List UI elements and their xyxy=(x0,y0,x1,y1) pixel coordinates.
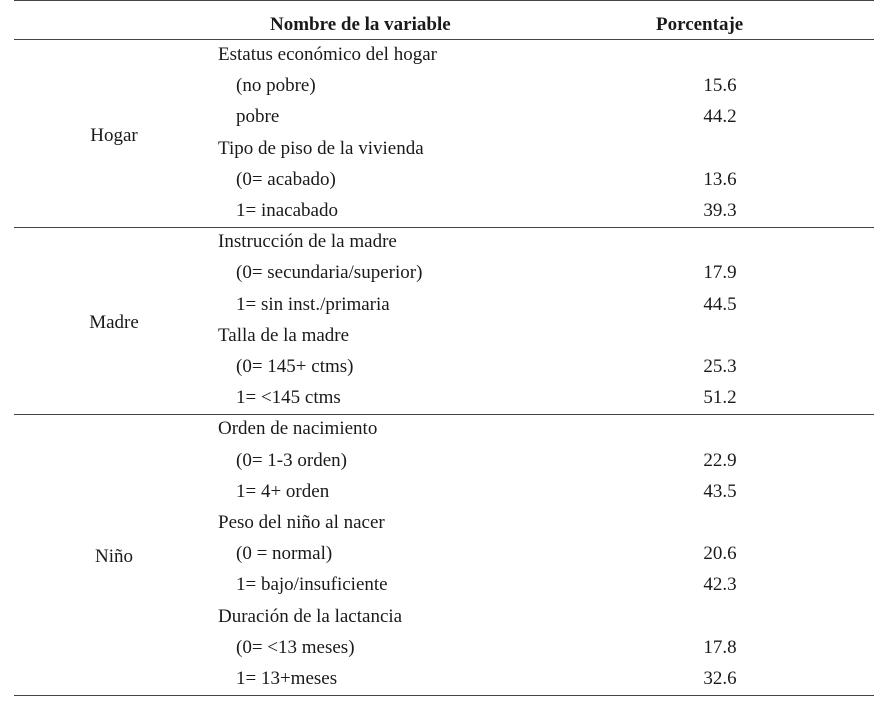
variable-level-percent: 51.2 xyxy=(703,387,737,409)
variable-level-percent: 43.5 xyxy=(703,480,737,502)
variable-level-percent: 17.8 xyxy=(703,636,737,658)
variable-name: Instrucción de la madre xyxy=(218,231,397,253)
variable-level-label: 1= sin inst./primaria xyxy=(236,293,390,315)
variable-name: Peso del niño al nacer xyxy=(218,512,385,533)
variable-name: Estatus económico del hogar xyxy=(218,44,437,65)
variable-level-label: (0 = normal) xyxy=(236,543,333,565)
variable-level-percent: 15.6 xyxy=(703,75,737,97)
variable-name: Tipo de piso de la vivienda xyxy=(218,137,424,159)
variable-level-percent: 25.3 xyxy=(703,356,737,377)
variable-level-label: (no pobre) xyxy=(236,75,316,97)
group-separator-rule xyxy=(14,227,874,228)
variable-level-label: 1= 4+ orden xyxy=(236,480,330,502)
variable-level-percent: 32.6 xyxy=(703,668,737,689)
variable-level-label: 1= 13+meses xyxy=(236,668,338,689)
variable-level-label: (0= secundaria/superior) xyxy=(236,262,423,284)
variable-level-percent: 13.6 xyxy=(703,168,737,190)
header-rule xyxy=(14,39,874,40)
variables-table xyxy=(14,0,874,704)
variable-name: Orden de nacimiento xyxy=(218,418,378,440)
table-top-rule xyxy=(14,0,874,1)
variable-level-percent: 20.6 xyxy=(703,543,737,565)
group-separator-rule xyxy=(14,414,874,415)
group-category-label: Niño xyxy=(95,546,133,568)
variable-level-label: 1= bajo/insuficiente xyxy=(236,574,388,596)
variable-level-label: (0= 1-3 orden) xyxy=(236,449,347,471)
variable-level-label: (0= acabado) xyxy=(236,168,336,190)
variable-level-label: pobre xyxy=(236,106,280,128)
variable-level-percent: 17.9 xyxy=(703,262,737,284)
variable-name: Talla de la madre xyxy=(218,324,350,346)
variable-level-percent: 22.9 xyxy=(703,449,737,471)
variable-level-percent: 44.2 xyxy=(703,106,737,128)
header-variable-name: Nombre de la variable xyxy=(270,14,451,35)
table-bottom-rule xyxy=(14,695,874,696)
variable-level-label: (0= 145+ ctms) xyxy=(236,356,354,377)
variable-level-percent: 39.3 xyxy=(703,200,737,221)
variable-level-percent: 44.5 xyxy=(703,293,737,315)
variable-name: Duración de la lactancia xyxy=(218,605,403,627)
header-percentage: Porcentaje xyxy=(656,14,744,35)
variable-level-label: (0= <13 meses) xyxy=(236,636,355,658)
group-category-label: Hogar xyxy=(90,125,138,146)
variable-level-label: 1= <145 ctms xyxy=(236,387,341,409)
group-category-label: Madre xyxy=(89,312,139,334)
variable-level-label: 1= inacabado xyxy=(236,200,338,221)
variable-level-percent: 42.3 xyxy=(703,574,737,596)
